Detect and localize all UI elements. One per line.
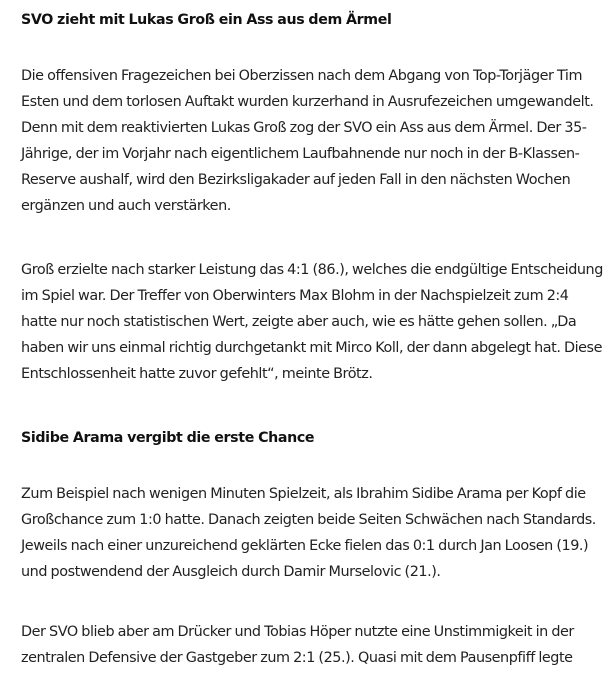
paragraph-offensive-questions: Die offensiven Fragezeichen bei Oberzissen nach dem Abgang von Top-Torjäger Tim Esten und dem torlosen Auftakt wurden kurzerhand in Ausrufezeichen umgewandelt. Denn mit dem reaktivierten Lukas Groß zog der SVO ein Ass aus dem Ärmel. Der 35-Jährige, der im Vorjahr nach eigentlichem Laufbahnende nur noch in der B-Klassen-Reserve aushalf, wird den Bezirksligakader auf jeden Fall in den nächsten Wochen ergänzen und auch verstärken.	[21, 68, 594, 214]
paragraph-gross-goal: Groß erzielte nach starker Leistung das 4:1 (86.), welches die endgültige Entscheidung im Spiel war. Der Treffer von Oberwinters Max Blohm in der Nachspielzeit zum 2:4 hatte nur noch statistischen Wert, zeigte aber auch, wie es hätte gehen sollen. „Da haben wir uns einmal richtig durchgetankt mit Mirco Koll, der dann abgelegt hat. Diese Entschlossenheit hatte zuvor gefehlt“, meinte Brötz.	[21, 262, 603, 382]
paragraph-early-chances: Zum Beispiel nach wenigen Minuten Spielzeit, als Ibrahim Sidibe Arama per Kopf die Großchance zum 1:0 hatte. Danach zeigten beide Seiten Schwächen nach Standards. Jeweils nach einer unzureichend geklärten Ecke fielen das 0:1 durch Jan Loosen (19.) und postwendend der Ausgleich durch Damir Murselovic (21.).	[21, 486, 596, 580]
section-heading-sidibe-arama: Sidibe Arama vergibt die erste Chance	[21, 430, 315, 446]
paragraph-svo-pressure: Der SVO blieb aber am Drücker und Tobias Höper nutzte eine Unstimmigkeit in der zentralen Defensive der Gastgeber zum 2:1 (25.). Quasi mit dem Pausenpfiff legte	[21, 624, 574, 666]
section-heading-svo-ass: SVO zieht mit Lukas Groß ein Ass aus dem Ärmel	[21, 12, 392, 28]
